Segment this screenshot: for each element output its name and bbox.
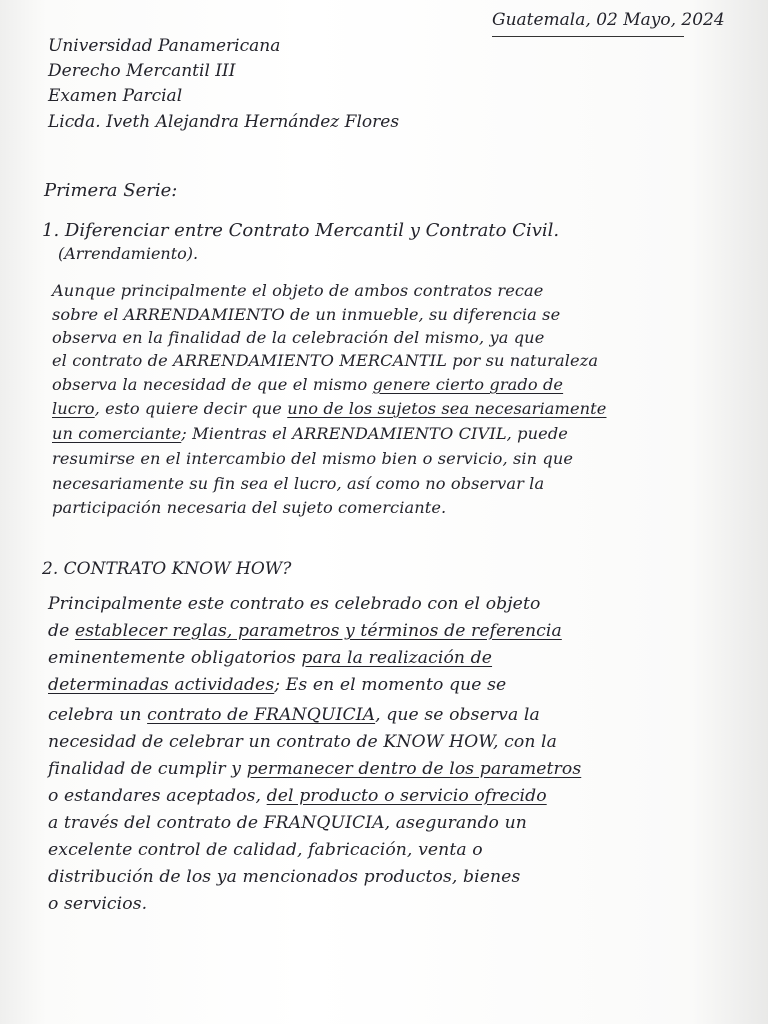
answer-1-line: necesariamente su fin sea el lucro, así como no observar la [52, 474, 545, 493]
underlined-phrase: lucro [52, 399, 95, 418]
answer-2-line: excelente control de calidad, fabricación, venta o [48, 840, 483, 860]
section-title: Primera Serie: [44, 180, 178, 201]
question-1-title: 1. Diferenciar entre Contrato Mercantil y Contrato Civil. [42, 220, 560, 241]
answer-2-line: determinadas actividades; Es en el momento que se [48, 675, 507, 695]
answer-1-line: sobre el ARRENDAMIENTO de un inmueble, su diferencia se [52, 305, 561, 324]
answer-1-line: observa la necesidad de que el mismo genere cierto grado de [52, 375, 564, 394]
answer-1-line: Aunque principalmente el objeto de ambos contratos recae [52, 281, 544, 300]
answer-1-line: participación necesaria del sujeto comerciante. [52, 498, 447, 517]
answer-1-line: observa en la finalidad de la celebración del mismo, ya que [52, 328, 545, 347]
answer-2-line: distribución de los ya mencionados productos, bienes [48, 867, 521, 887]
underlined-phrase: establecer reglas, parametros y términos de referencia [74, 621, 562, 641]
answer-2-line: finalidad de cumplir y permanecer dentro de los parametros [48, 759, 582, 779]
answer-2-line: a través del contrato de FRANQUICIA, asegurando un [48, 813, 527, 833]
underlined-phrase: genere cierto grado de [372, 375, 564, 394]
answer-2-line: de establecer reglas, parametros y términos de referencia [48, 621, 562, 641]
underlined-phrase: del producto o servicio ofrecido [266, 786, 547, 806]
date-underline [492, 36, 684, 37]
underlined-phrase: permanecer dentro de los parametros [246, 759, 582, 779]
answer-1-line: lucro, esto quiere decir que uno de los sujetos sea necesariamente [52, 399, 607, 418]
underlined-phrase: para la realización de [301, 648, 493, 668]
university-name: Universidad Panamericana [48, 36, 281, 56]
exam-type: Examen Parcial [48, 86, 183, 106]
course-name: Derecho Mercantil III [48, 61, 236, 81]
answer-2-line: o estandares aceptados, del producto o servicio ofrecido [48, 786, 547, 806]
answer-1-line: el contrato de ARRENDAMIENTO MERCANTIL por su naturaleza [52, 351, 599, 370]
question-1-subtitle: (Arrendamiento). [58, 244, 199, 263]
underlined-phrase: contrato de FRANQUICIA [147, 705, 376, 725]
exam-date: Guatemala, 02 Mayo, 2024 [492, 10, 725, 30]
underlined-phrase: determinadas actividades [48, 675, 275, 695]
teacher-name: Licda. Iveth Alejandra Hernández Flores [48, 112, 400, 132]
answer-2-line: celebra un contrato de FRANQUICIA, que se observa la [48, 705, 540, 725]
answer-2-line: o servicios. [48, 894, 148, 914]
answer-2-line: Principalmente este contrato es celebrado con el objeto [48, 594, 541, 614]
answer-1-line: un comerciante; Mientras el ARRENDAMIENTO CIVIL, puede [52, 424, 568, 443]
answer-1-line: resumirse en el intercambio del mismo bien o servicio, sin que [52, 449, 574, 468]
answer-2-line: necesidad de celebrar un contrato de KNOW HOW, con la [48, 732, 558, 752]
question-2-title: 2. CONTRATO KNOW HOW? [42, 559, 292, 579]
underlined-phrase: un comerciante [52, 424, 182, 443]
answer-2-line: eminentemente obligatorios para la realización de [48, 648, 493, 668]
underlined-phrase: uno de los sujetos sea necesariamente [287, 399, 607, 418]
